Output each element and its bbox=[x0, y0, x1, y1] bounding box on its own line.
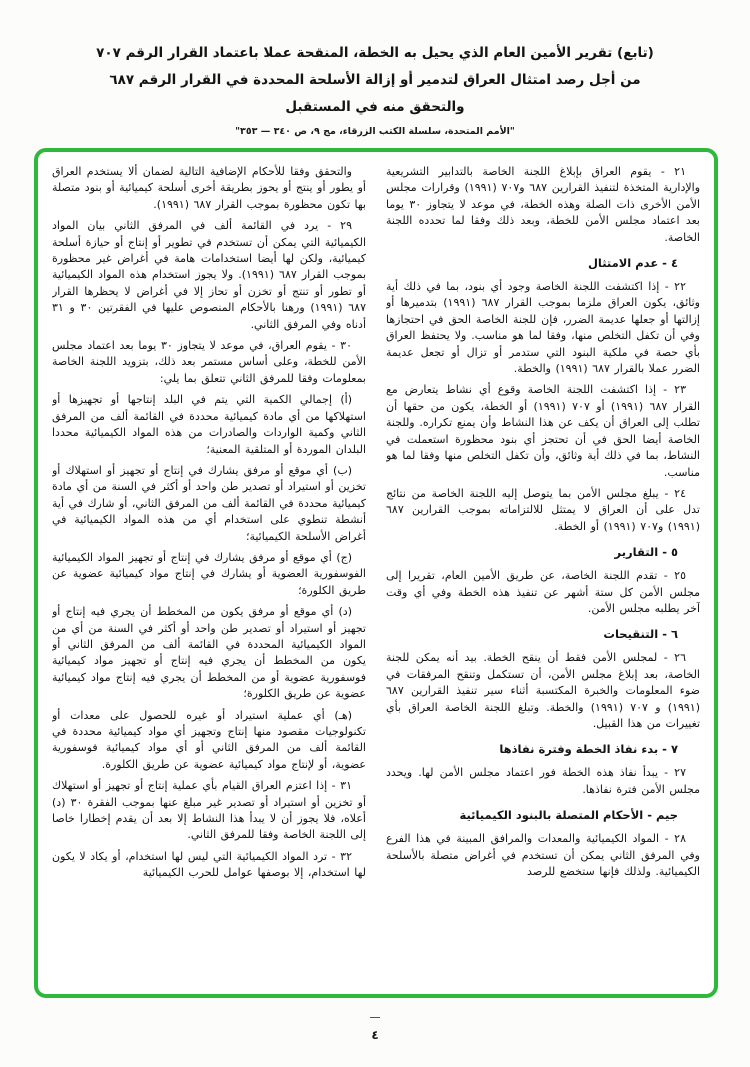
header-line-3: والتحقق منه في المستقبل bbox=[285, 99, 465, 115]
paragraph: ٢٢ - إذا اكتشفت اللجنة الخاصة وجود أي بنود، بما في ذلك أية وثائق، يكون العراق ملزما بموجب القرار ٦٨٧ (١٩٩١) بتدميرها أو إزالتها أو جعلها عديمة الضرر، فإن للجنة الخاصة الحق في احتجازها وفي أن تكفل التخلص منها، وفقا لما هو مناسب. ولا يحتفظ العراق بأي حصة في ملكية البنود التي ستدمر أو تزال أو تجعل عديمة الضرر عملا بالقرار ٦٨٧ (١٩٩١) والخطة. bbox=[386, 280, 700, 376]
column-right bbox=[386, 164, 700, 984]
paragraph: ٣١ - إذا اعتزم العراق القيام بأي عملية إنتاج أو تجهيز أو استهلاك أو تخزين أو استيراد أو تصدير غير مبلغ عنها بموجب الفقرة ٣٠ (د) أعلاه، فلا يجوز أن لا يبدأ هذا النشاط إلا بعد أن يقدم إخطارا خاصا إلى اللجنة الخاصة وفقا للمرفق الثاني. bbox=[52, 779, 366, 842]
header-line-2: من أجل رصد امتثال العراق لتدمير أو إزالة الأسلحة المحددة في القرار الرقم ٦٨٧ bbox=[109, 72, 641, 88]
paragraph: ٢٨ - المواد الكيميائية والمعدات والمرافق المبينة في هذا الفرع وفي المرفق الثاني يمكن أن تستخدم في أغراض متصلة بالأسلحة الكيميائية. ولذلك فإنها ستخضع للرصد bbox=[386, 832, 700, 878]
paragraph: ٢٣ - إذا اكتشفت اللجنة الخاصة وقوع أي نشاط يتعارض مع القرار ٦٨٧ (١٩٩١) أو ٧٠٧ (١٩٩١) أو الخطة، يكون من حقها أن تطلب إلى العراق أن يكف عن هذا النشاط وأن يمنع تكراره. وللجنة الخاصة أيضا الحق في أن تحتجز أي بنود محظورة استعملت في النشاط، بما في ذلك أية وثائق، وأن تكفل التخلص منها وفقا لما هو مناسب. bbox=[386, 383, 700, 479]
paragraph: والتحقق وفقا للأحكام الإضافية التالية لضمان ألا يستخدم العراق أو يطور أو ينتج أو يحوز بطريقة أخرى أسلحة كيميائية أو بنود متصلة بها تكون محظورة بموجب القرار ٦٨٧ (١٩٩١). bbox=[52, 165, 366, 211]
section-heading: ٦ - التنقيحات bbox=[603, 627, 678, 642]
paragraph: ٢٥ - تقدم اللجنة الخاصة، عن طريق الأمين العام، تقريرا إلى مجلس الأمن كل ستة أشهر عن تنفيذ هذه الخطة وفي أي وقت آخر يطلبه مجلس الأمن. bbox=[386, 569, 700, 615]
paragraph: ٢١ - يقوم العراق بإبلاغ اللجنة الخاصة بالتدابير التشريعية والإدارية المتخذة لتنفيذ القرارين ٦٨٧ و٧٠٧ (١٩٩١) وقرارات مجلس الأمن الأخرى ذات الصلة وهذه الخطة، في موعد لا يتجاوز ٣٠ يوما بعد اعتماد مجلس الأمن للخطة، وبعد ذلك وفقا لما تحدده اللجنة الخاصة. bbox=[386, 165, 700, 244]
section-heading: ٧ - بدء نفاذ الخطة وفترة نفاذها bbox=[499, 742, 678, 757]
section-heading: ٤ - عدم الامتثال bbox=[587, 256, 678, 271]
paragraph: ٢٦ - لمجلس الأمن فقط أن ينقح الخطة. بيد أنه يمكن للجنة الخاصة، بعد إبلاغ مجلس الأمن، أن تستكمل وتنقح المرفقات في ضوء المعلومات والخبرة المكتسبة أثناء سير تنفيذ القرارين ٦٨٧ (١٩٩١) و ٧٠٧ (١٩٩١) والخطة. وتبلغ اللجنة الخاصة العراق بأي تغييرات من هذا القبيل. bbox=[386, 651, 700, 730]
section-heading: ٥ - التقارير bbox=[614, 545, 678, 560]
content-border-box bbox=[34, 148, 718, 998]
section-heading: جيم - الأحكام المتصلة بالبنود الكيميائية bbox=[459, 808, 678, 823]
paragraph: ٢٤ - يبلغ مجلس الأمن بما يتوصل إليه اللجنة الخاصة من نتائج تدل على أن العراق لا يمتثل للالتزاماته بموجب القرارين ٦٨٧ (١٩٩١) و٧٠٧ (١٩٩١) أو الخطة. bbox=[386, 486, 700, 533]
two-column-layout bbox=[52, 164, 700, 984]
paragraph: ٣٢ - ترد المواد الكيميائية التي ليس لها استخدام، أو يكاد لا يكون لها استخدام، إلا بوصفها عوامل للحرب الكيميائية bbox=[52, 849, 366, 880]
paragraph: ٢٧ - يبدأ نفاذ هذه الخطة فور اعتماد مجلس الأمن لها. ويحدد مجلس الأمن فترة نفاذها. bbox=[386, 766, 700, 796]
paragraph: (ب) أي موقع أو مرفق يشارك في إنتاج أو تجهيز أو استهلاك أو تخزين أو استيراد أو تصدير طن واحد أو أكثر في السنة من أي مادة كيميائية محددة في القائمة ألف من المرفق الثاني، أو شارك في أية أنشطة تنطوي على استخدام أي من هذه المواد الكيميائية في أغراض الأسلحة الكيميائية؛ bbox=[52, 463, 366, 543]
document-header bbox=[30, 40, 720, 137]
paragraph: ٢٩ - يرد في القائمة ألف في المرفق الثاني بيان المواد الكيميائية التي يمكن أن تستخدم في تطوير أو إنتاج أو حيازة أسلحة كيميائية، ولكن لها أيضا استخدامات هامة في أغراض غير محظورة بموجب القرار ٦٨٧ (١٩٩١). ولا يجوز استخدام هذه المواد الكيميائية أو تطور أو تنتج أو تخزن أو تحاز إلا في أغراض لا يحظرها القرار ٦٨٧ (١٩٩١) ورهنا بالأحكام المنصوص عليها في الفقرتين ٣٠ و ٣١ أدناه وفي المرفق الثاني. bbox=[52, 219, 366, 331]
source-note: "الأمم المتحدة، سلسلة الكتب الزرقاء، مج ٩، ص ٣٤٠ — ٣٥٣" bbox=[235, 126, 515, 137]
paragraph: (أ) إجمالي الكمية التي يتم في البلد إنتاجها أو تجهيزها أو استهلاكها من أي مادة كيميائية محددة في القائمة ألف من المرفق الثاني وكمية الواردات والصادرات من هذه المواد الكيميائية محددا البلدان الموردة أو المتلقية المعنية؛ bbox=[52, 393, 366, 456]
page-number: ٤ bbox=[371, 1028, 379, 1042]
paragraph: (د) أي موقع أو مرفق يكون من المخطط أن يجري فيه إنتاج أو تجهيز أو استيراد أو تصدير طن واحد أو أكثر في السنة من أي من المواد الكيميائية المحددة في القائمة ألف من المرفق الثاني أو يكون من المخطط أن يجري فيه إنتاج أو تجهيز مواد كيميائية فوسفورية عضوية أو من المخطط أن يجري فيه إنتاج مواد كيميائية عضوية عن طريق الكلورة؛ bbox=[52, 605, 366, 701]
paragraph: ٣٠ - يقوم العراق، في موعد لا يتجاوز ٣٠ يوما بعد اعتماد مجلس الأمن للخطة، وعلى أساس مستمر بعد ذلك، بتزويد اللجنة الخاصة بمعلومات وفقا للمرفق الثاني تتعلق بما يلي: bbox=[52, 339, 366, 385]
page-footer bbox=[0, 1017, 750, 1043]
column-left bbox=[52, 164, 366, 984]
paragraph: (هـ) أي عملية استيراد أو غيره للحصول على معدات أو تكنولوجيات مقصود منها إنتاج وتجهيز أي مواد كيميائية محددة في القائمة ألف من المرفق الثاني أو أي مواد كيميائية فوسفورية عضوية، أو لإنتاج مواد كيميائية عضوية عن طريق الكلورة. bbox=[52, 708, 366, 771]
header-line-1: (تابع) تقرير الأمين العام الذي يحيل به الخطة، المنقحة عملا باعتماد القرار الرقم ٧٠٧ bbox=[96, 45, 654, 61]
footer-tick bbox=[370, 1017, 380, 1018]
paragraph: (ج) أي موقع أو مرفق يشارك في إنتاج أو تجهيز المواد الكيميائية الفوسفورية العضوية أو يشارك في إنتاج مواد كيميائية عضوية عن طريق الكلورة؛ bbox=[52, 550, 366, 597]
